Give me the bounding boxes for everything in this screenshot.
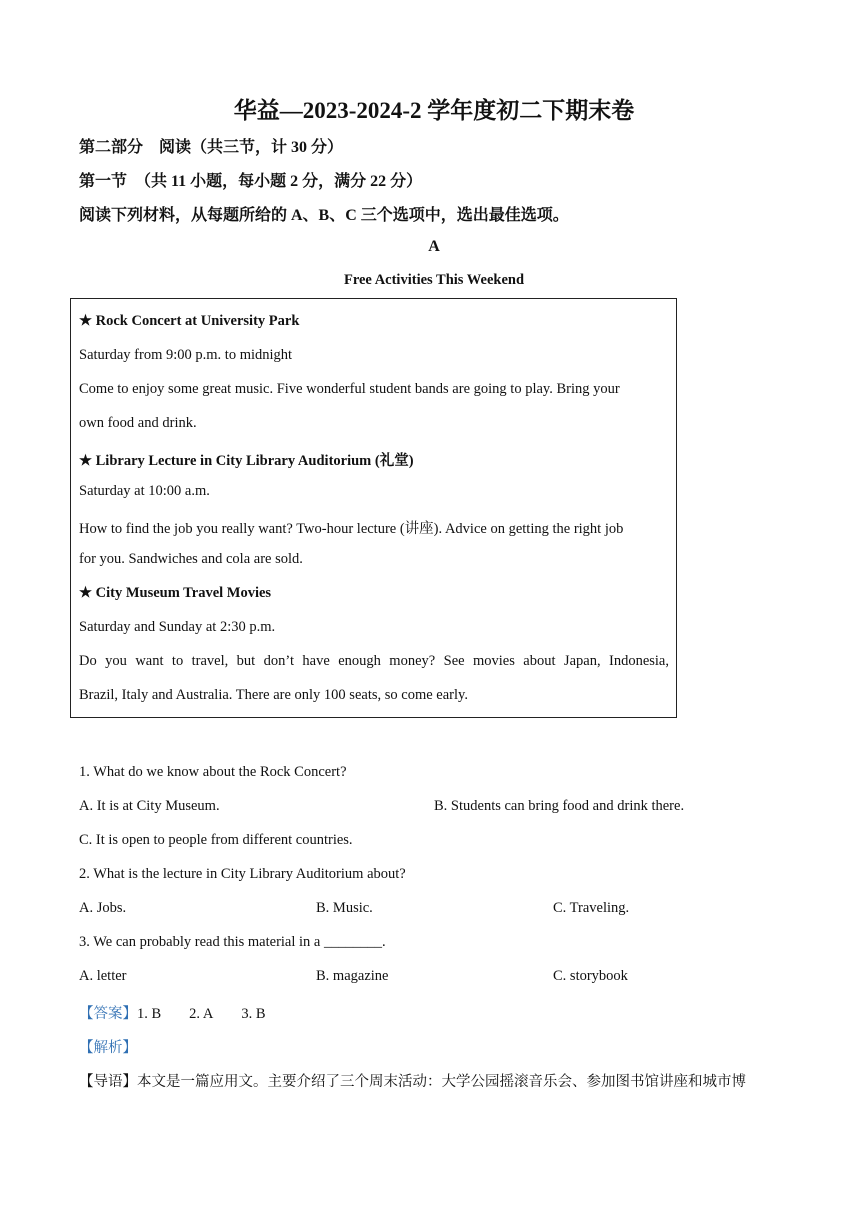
instruction: 阅读下列材料，从每题所给的 A、B、C 三个选项中，选出最佳选项。 bbox=[79, 207, 569, 224]
option: B. magazine bbox=[316, 968, 389, 984]
option: C. Traveling. bbox=[553, 900, 630, 916]
activity-desc: Come to enjoy some great music. Five wonderful student bands are going to play. Bring your bbox=[79, 381, 620, 397]
guide-label: 【导语】 bbox=[79, 1074, 137, 1090]
activity-time: Saturday and Sunday at 2:30 p.m. bbox=[79, 619, 276, 635]
activity-time: Saturday at 10:00 a.m. bbox=[79, 483, 210, 499]
activity-desc: Do you want to travel, but don’t have enough money? See movies about Japan, Indonesia, bbox=[79, 653, 669, 669]
question-stem: 3. We can probably read this material in a ________. bbox=[79, 934, 386, 950]
activity-heading: ★ Library Lecture in City Library Auditorium (礼堂) bbox=[79, 453, 414, 469]
activity-desc: for you. Sandwiches and cola are sold. bbox=[79, 551, 303, 567]
question-stem: 2. What is the lecture in City Library Auditorium about? bbox=[79, 866, 406, 882]
passage-label: A bbox=[428, 238, 440, 255]
option: B. Music. bbox=[316, 900, 373, 916]
activity-heading: ★ City Museum Travel Movies bbox=[79, 585, 272, 601]
option: A. letter bbox=[79, 968, 127, 984]
activities-box bbox=[70, 298, 677, 718]
activity-desc: How to find the job you really want? Two-hour lecture (讲座). Advice on getting the right job bbox=[79, 521, 624, 537]
answer-label: 【答案】 bbox=[79, 1006, 137, 1022]
answer-item: 1. B bbox=[137, 1006, 162, 1022]
passage-title: Free Activities This Weekend bbox=[343, 272, 525, 288]
part-heading: 第二部分 阅读（共三节，计 30 分） bbox=[79, 139, 344, 156]
question-stem: 1. What do we know about the Rock Concert? bbox=[79, 764, 347, 780]
activity-desc: own food and drink. bbox=[79, 415, 197, 431]
section-heading: 第一节 （共 11 小题，每小题 2 分，满分 22 分） bbox=[79, 173, 423, 190]
page-title: 华益—2023-2024-2 学年度初二下期末卷 bbox=[233, 98, 635, 123]
answer-item: 2. A bbox=[189, 1006, 214, 1022]
option: C. It is open to people from different countries. bbox=[79, 832, 353, 848]
answer-line bbox=[79, 1002, 266, 1023]
activity-heading: ★ Rock Concert at University Park bbox=[79, 313, 300, 329]
activity-desc: Brazil, Italy and Australia. There are only 100 seats, so come early. bbox=[79, 687, 468, 703]
answer-item: 3. B bbox=[241, 1006, 266, 1022]
guide-line bbox=[79, 1070, 746, 1091]
option: C. storybook bbox=[553, 968, 628, 984]
option: B. Students can bring food and drink there. bbox=[434, 798, 685, 814]
guide-text: 本文是一篇应用文。主要介绍了三个周末活动：大学公园摇滚音乐会、参加图书馆讲座和城市博 bbox=[137, 1074, 746, 1090]
analysis-label: 【解析】 bbox=[79, 1040, 137, 1056]
activity-time: Saturday from 9:00 p.m. to midnight bbox=[79, 347, 293, 363]
option: A. It is at City Museum. bbox=[79, 798, 220, 814]
option: A. Jobs. bbox=[79, 900, 127, 916]
